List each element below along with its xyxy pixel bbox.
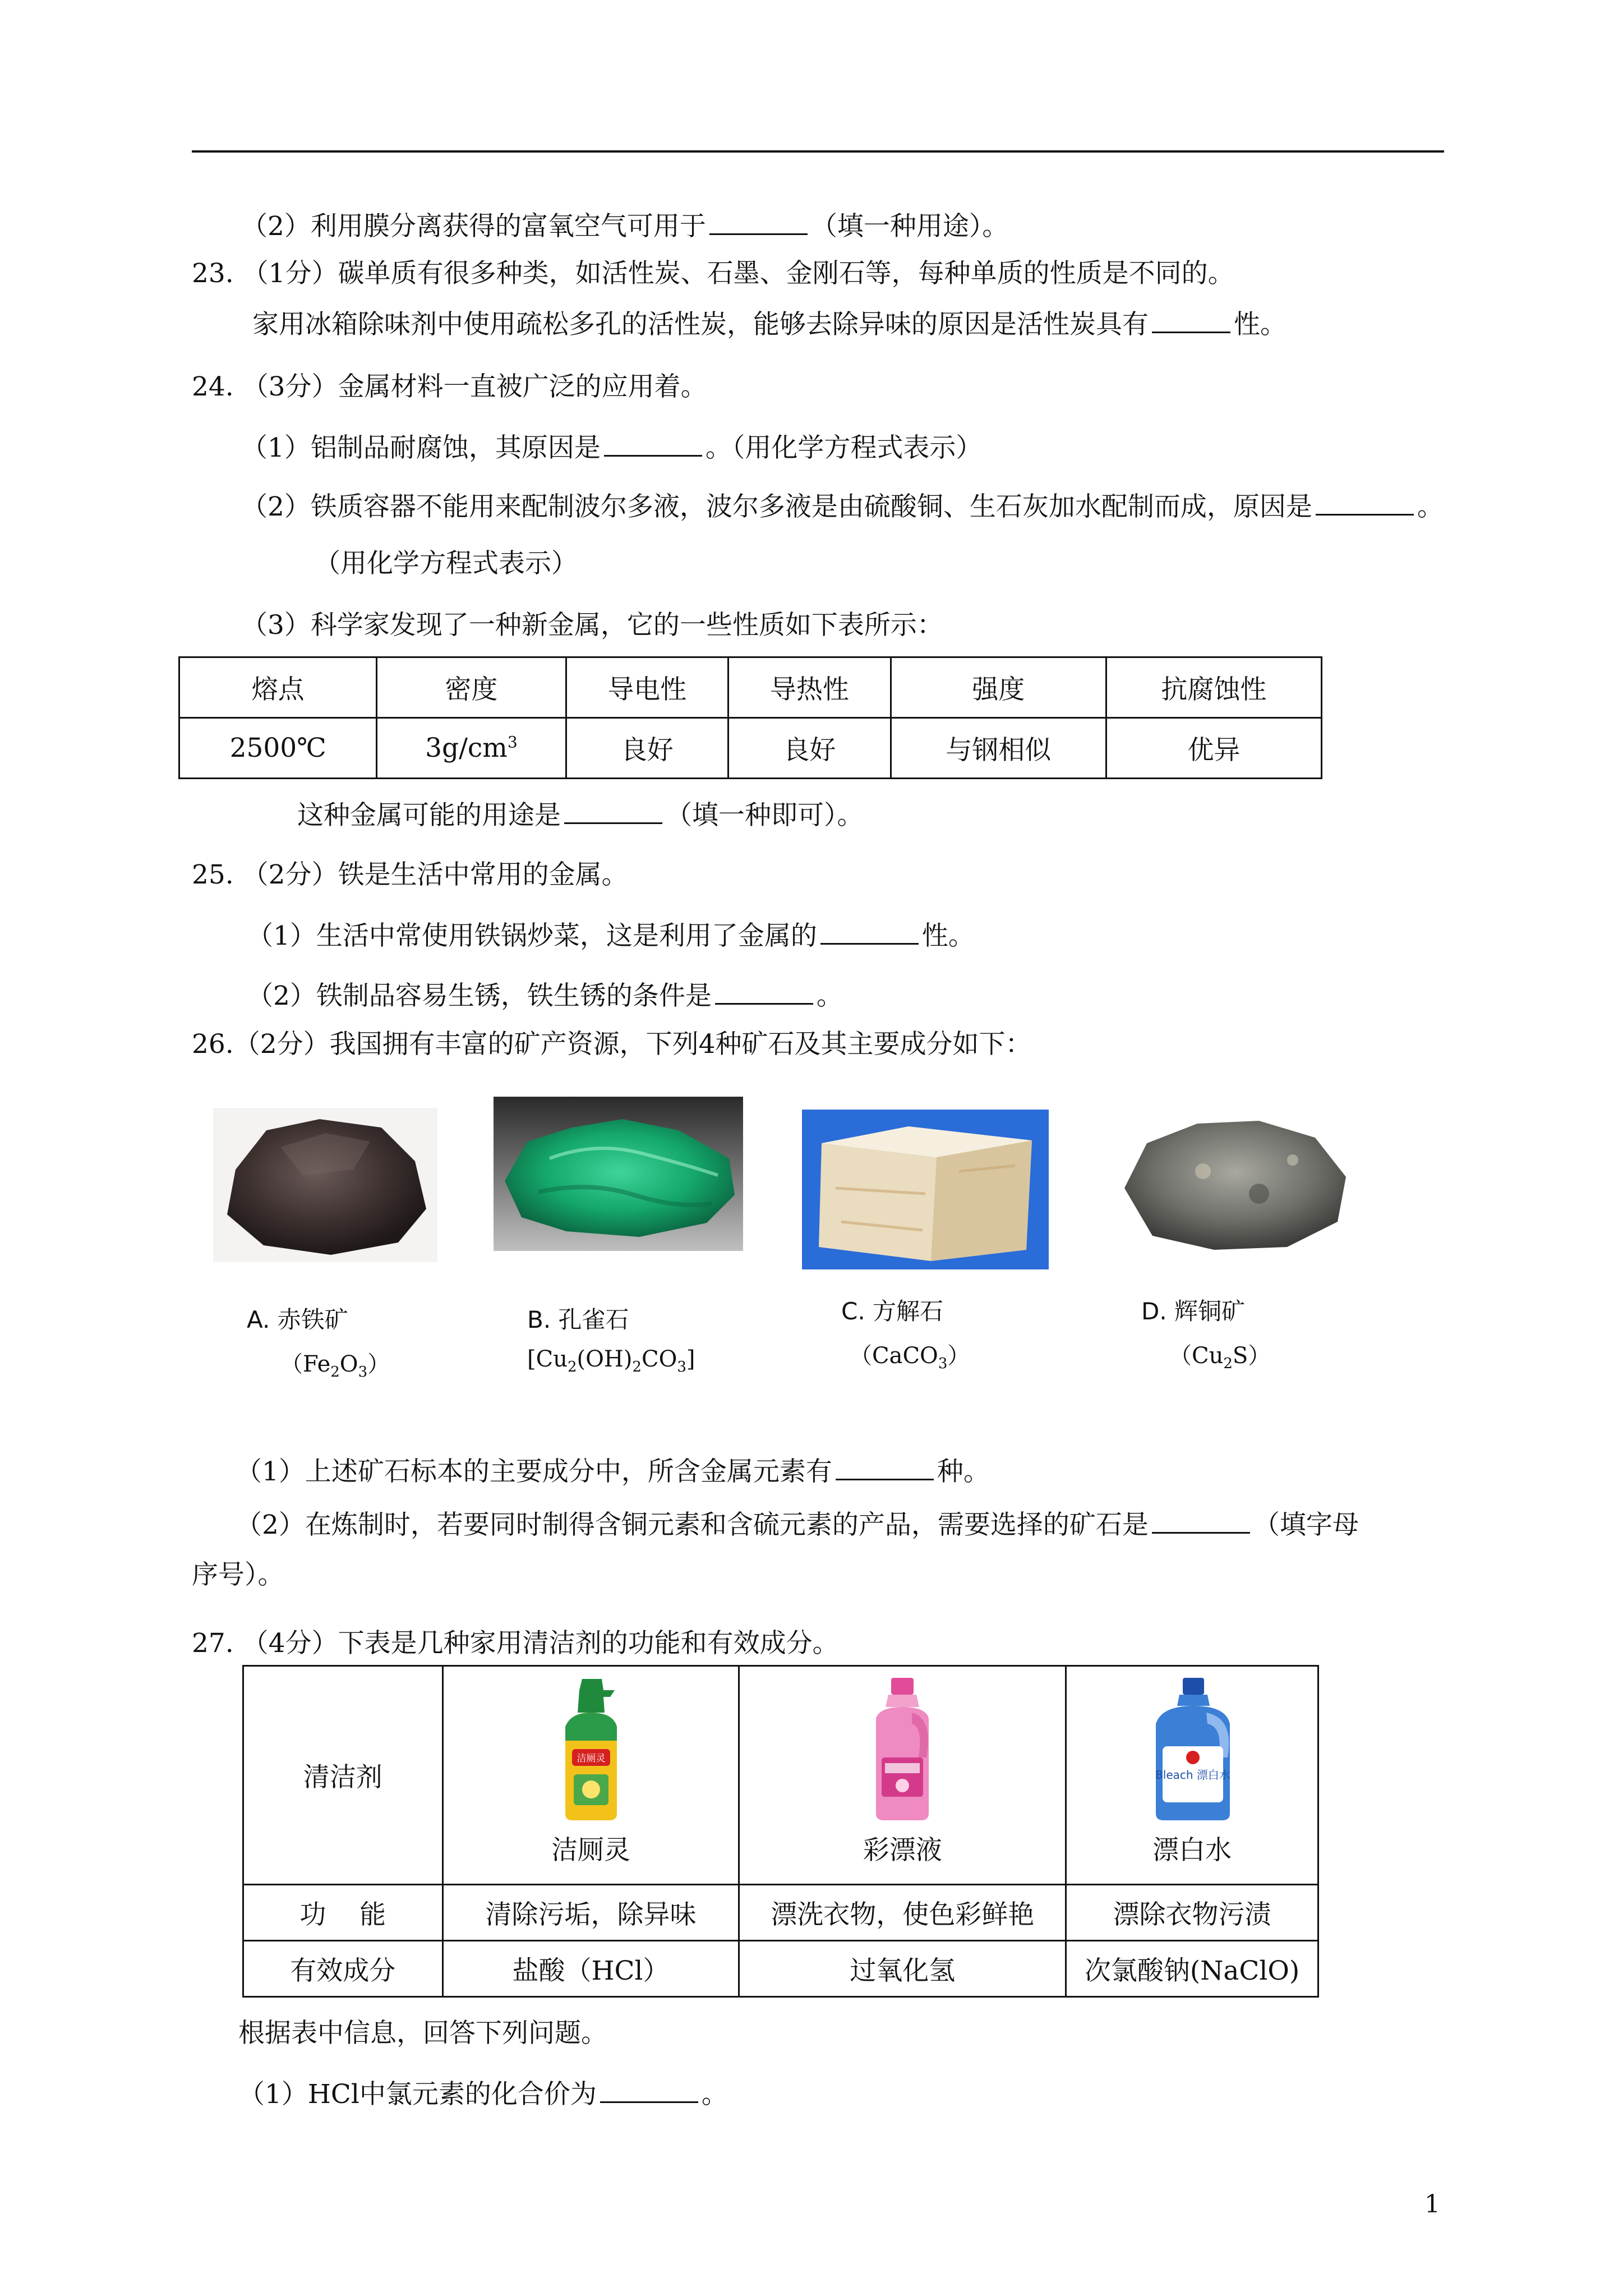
table-cell: 过氧化氢 (739, 1941, 1066, 1997)
bottle-label-text: Bleach 漂白水 (1155, 1768, 1230, 1782)
chalcocite-image (1113, 1110, 1354, 1258)
q27-stem: 27. （4分）下表是几种家用清洁剂的功能和有效成分。 (192, 1628, 839, 1659)
page-number: 1 (1424, 2190, 1440, 2219)
cleaner-table (242, 1665, 1319, 1998)
bottle-label-text: 洁厕灵 (577, 1753, 606, 1764)
header-rule (192, 150, 1444, 153)
product-name: 漂白水 (1152, 1835, 1232, 1866)
table-cell: 盐酸（HCl） (442, 1941, 739, 1997)
table-header-cell: 强度 (891, 657, 1106, 718)
answer-blank[interactable] (1152, 306, 1230, 333)
hematite-image (213, 1108, 437, 1262)
q24-stem: 24. （3分）金属材料一直被广泛的应用着。 (192, 371, 707, 402)
mineral-a-label: A. 赤铁矿 (247, 1306, 348, 1333)
table-cell: 漂除衣物污渍 (1066, 1885, 1318, 1941)
table-cell: $3g/cm^3$ (377, 718, 566, 779)
product-name: 洁厕灵 (551, 1835, 630, 1866)
table-cell: 2500℃ (179, 718, 377, 779)
q24-part1: （1）铝制品耐腐蚀，其原因是 。（用化学方程式表示） (241, 429, 982, 465)
table-header-cell: 熔点 (179, 657, 377, 718)
q24-part2: （2）铁质容器不能用来配制波尔多液，波尔多液是由硫酸铜、生石灰加水配制而成，原因是 。 (241, 488, 1444, 524)
answer-blank[interactable] (1316, 488, 1414, 516)
answer-blank[interactable] (600, 2076, 698, 2103)
malachite-image (494, 1097, 743, 1251)
q22-part2: （2）利用膜分离获得的富氧空气可用于 （填一种用途）。 (241, 208, 1008, 243)
q26-stem: 26.（2分）我国拥有丰富的矿产资源，下列4种矿石及其主要成分如下： (192, 1029, 1032, 1060)
q25-part2: （2）铁制品容易生锈，铁生锈的条件是 。 (247, 977, 843, 1013)
answer-blank[interactable] (820, 917, 919, 945)
product-cell (1066, 1666, 1318, 1885)
answer-blank[interactable] (1152, 1506, 1250, 1534)
table-header-cell: 导电性 (566, 657, 728, 718)
row-label: 有效成分 (243, 1941, 443, 1997)
mineral-c-formula: （CaCO$_3$） (850, 1343, 970, 1372)
table-cell: 良好 (728, 718, 891, 779)
q24-part2-note: （用化学方程式表示） (314, 548, 578, 579)
color-bleach-bottle-icon (860, 1673, 944, 1825)
table-header-row (179, 657, 1322, 718)
q25-stem: 25. （2分）铁是生活中常用的金属。 (192, 859, 628, 890)
bleach-bottle-icon (1145, 1673, 1240, 1825)
answer-blank[interactable] (715, 977, 813, 1005)
table-cell: 与钢相似 (891, 718, 1106, 779)
mineral-a-formula: $(Fe_2O_3)$ (280, 1351, 390, 1381)
table-cell: 良好 (566, 718, 728, 779)
table-row (179, 718, 1322, 779)
mineral-b-label: B. 孔雀石 (527, 1306, 629, 1333)
calcite-image (802, 1110, 1049, 1269)
metal-properties-table (178, 656, 1322, 779)
q26-part2: （2）在炼制时，若要同时制得含铜元素和含硫元素的产品，需要选择的矿石是 （填字母 (236, 1506, 1359, 1542)
table-cell: 次氯酸钠(NaClO) (1066, 1941, 1318, 1997)
table-row (243, 1941, 1318, 1997)
answer-blank[interactable] (836, 1453, 934, 1480)
mineral-b-formula: $[Cu_2(OH)_2CO_3]$ (527, 1346, 695, 1375)
table-row (243, 1666, 1318, 1885)
table-cell: 清除污垢，除异味 (442, 1885, 739, 1941)
q27-part1: （1）HCl中氯元素的化合价为 。 (238, 2076, 728, 2111)
q27-after: 根据表中信息，回答下列问题。 (238, 2018, 607, 2049)
mineral-d-label: D. 辉铜矿 (1141, 1297, 1246, 1325)
table-header-cell: 密度 (377, 657, 566, 718)
q25-part1: （1）生活中常使用铁锅炒菜，这是利用了金属的 性。 (247, 917, 975, 953)
table-row (243, 1885, 1318, 1941)
answer-blank[interactable] (564, 797, 662, 824)
q26-part1: （1）上述矿石标本的主要成分中，所含金属元素有 种。 (236, 1453, 990, 1489)
q24-part3: （3）科学家发现了一种新金属，它的一些性质如下表所示： (241, 610, 943, 641)
q26-part2-cont: 序号）。 (192, 1559, 284, 1590)
toilet-cleaner-bottle-icon (548, 1673, 633, 1825)
mineral-c-label: C. 方解石 (841, 1297, 944, 1325)
answer-blank[interactable] (604, 429, 702, 457)
table-cell: 漂洗衣物，使色彩鲜艳 (739, 1885, 1066, 1941)
mineral-d-formula: $(Cu_2S)$ (1169, 1343, 1271, 1372)
product-name: 彩漂液 (863, 1835, 942, 1866)
q23-line2: 家用冰箱除味剂中使用疏松多孔的活性炭，能够去除异味的原因是活性炭具有 性。 (252, 306, 1287, 342)
table-header-cell: 导热性 (728, 657, 891, 718)
table-cell: 优异 (1106, 718, 1321, 779)
q24-use: 这种金属可能的用途是 （填一种即可）。 (297, 797, 864, 832)
row-label: 清洁剂 (243, 1666, 443, 1885)
row-label: 功 能 (243, 1885, 443, 1941)
product-cell (739, 1666, 1066, 1885)
product-cell (442, 1666, 739, 1885)
table-header-cell: 抗腐蚀性 (1106, 657, 1321, 718)
q23-stem: 23. （1分）碳单质有很多种类，如活性炭、石墨、金刚石等，每种单质的性质是不同的。 (192, 258, 1234, 289)
answer-blank[interactable] (709, 208, 808, 235)
